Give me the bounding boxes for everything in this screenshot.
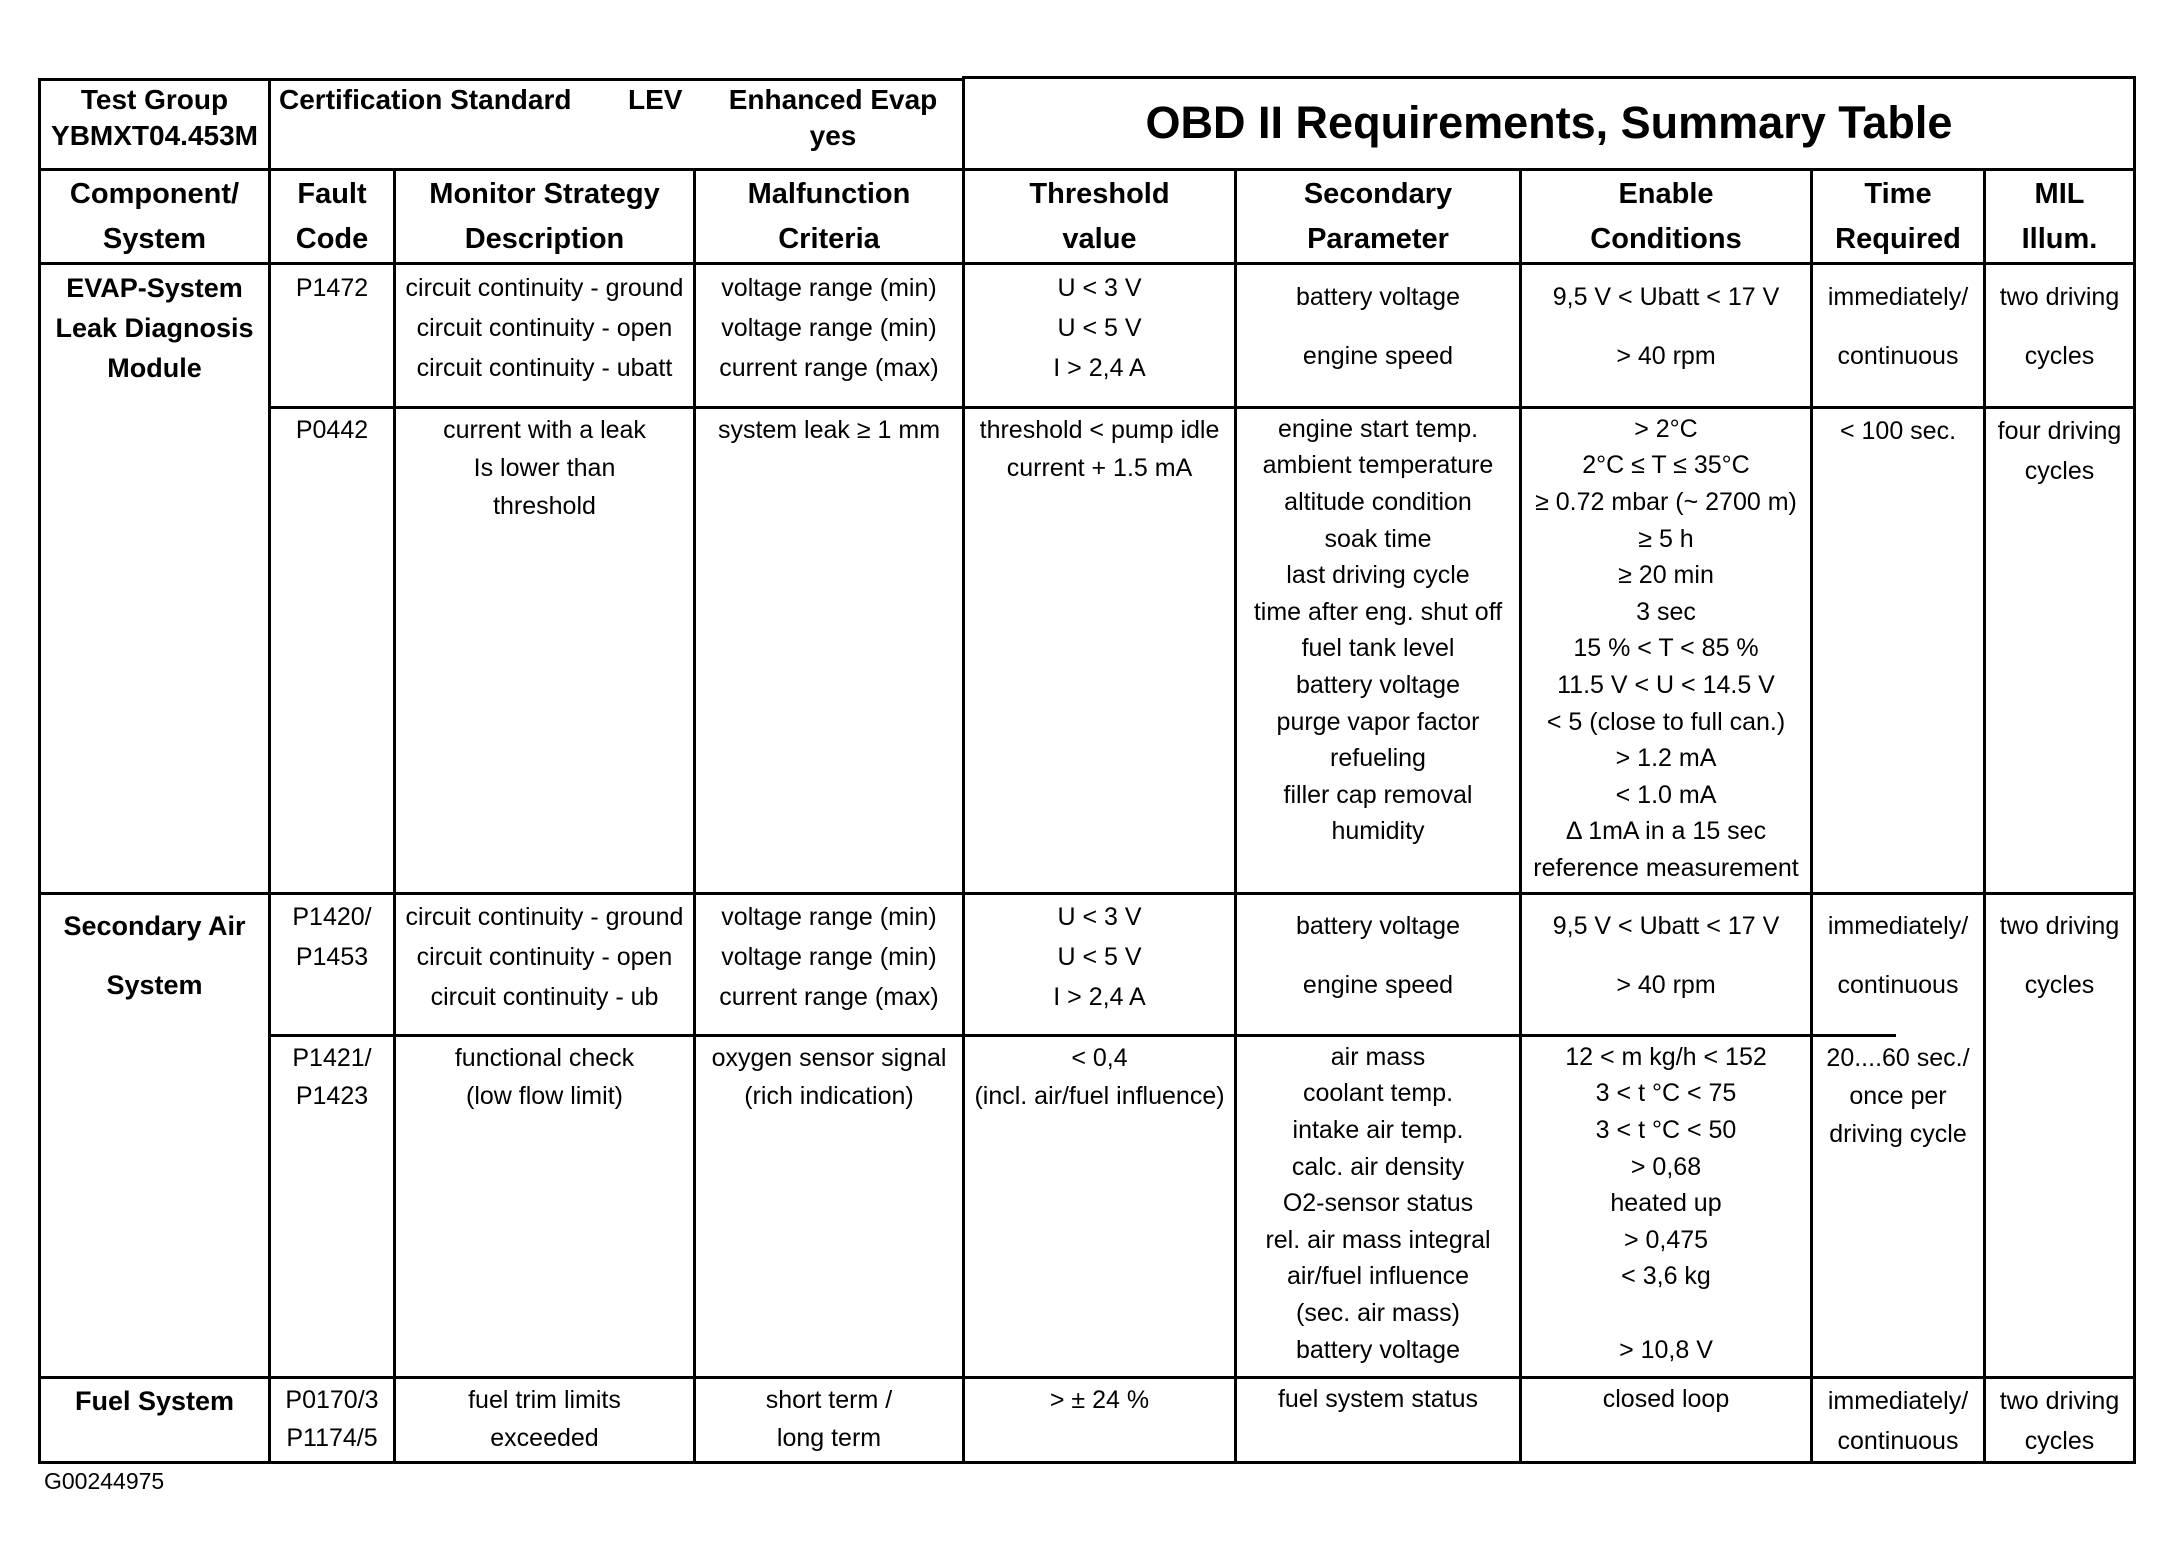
- column-header-text: Component/: [69, 178, 240, 210]
- cell-line: O2-sensor status: [1282, 1189, 1474, 1218]
- column-header-threshold: [965, 172, 1234, 262]
- cell-time: [1813, 1381, 1983, 1461]
- cell-line: P1423: [295, 1081, 369, 1110]
- cell-line: voltage range (min): [721, 902, 937, 931]
- cell-fault: [271, 1381, 393, 1457]
- cell-line: purge vapor factor: [1276, 707, 1480, 736]
- cell-secondary: [1237, 1381, 1519, 1418]
- cell-line: 11.5 V < U < 14.5 V: [1557, 670, 1775, 699]
- cert-standard-label: Certification Standard: [279, 84, 572, 115]
- cell-enable: [1522, 268, 1810, 386]
- column-header-enable: [1522, 172, 1810, 262]
- cell-line: reference measurement: [1533, 853, 1799, 882]
- cell-line: (rich indication): [744, 1081, 914, 1110]
- cell-mil: [1986, 411, 2133, 491]
- column-header-secondary: [1237, 172, 1519, 262]
- cell-line: current + 1.5 mA: [1006, 453, 1193, 482]
- cell-threshold: [965, 411, 1234, 487]
- cell-line: heated up: [1610, 1189, 1722, 1218]
- cell-line: ≥ 20 min: [1618, 561, 1714, 590]
- cell-threshold: [965, 268, 1234, 388]
- cell-line: voltage range (min): [721, 313, 937, 342]
- cell-line: U < 5 V: [1057, 313, 1142, 342]
- column-header-time: [1813, 172, 1983, 262]
- cell-fault: [271, 411, 393, 449]
- cell-line: Is lower than: [473, 453, 616, 482]
- cell-line: Secondary Air: [63, 911, 246, 941]
- cell-line: immediately/: [1827, 283, 1969, 311]
- cell-line: P1174/5: [286, 1423, 378, 1452]
- obd-summary-table: [38, 76, 2136, 1494]
- cell-line: circuit continuity - open: [416, 313, 673, 342]
- cell-line: battery voltage: [1296, 1335, 1460, 1364]
- cell-line: threshold: [493, 491, 596, 520]
- cell-time: [1813, 411, 1983, 451]
- cell-line: fuel system status: [1277, 1384, 1479, 1413]
- cell-criteria: [696, 897, 962, 1017]
- cell-line: closed loop: [1602, 1384, 1730, 1413]
- cell-line: filler cap removal: [1283, 780, 1473, 809]
- cell-line: < 100 sec.: [1839, 416, 1957, 445]
- cell-line: 9,5 V < Ubatt < 17 V: [1552, 912, 1780, 940]
- cell-line: voltage range (min): [721, 273, 937, 302]
- cell-mil: [1986, 268, 2133, 386]
- cell-line: oxygen sensor signal: [711, 1043, 947, 1072]
- cell-line: 3 < t °C < 50: [1595, 1115, 1737, 1144]
- column-header-fault: [271, 172, 393, 262]
- cell-line: continuous: [1837, 971, 1959, 999]
- cell-line: refueling: [1330, 744, 1426, 773]
- cell-component: [41, 268, 268, 388]
- cell-line: current range (max): [719, 982, 939, 1011]
- test-group-label: Test Group: [80, 84, 229, 115]
- enhanced-evap-label: Enhanced Evap: [728, 84, 938, 115]
- cell-secondary: [1237, 897, 1519, 1015]
- cell-line: > 0,475: [1623, 1225, 1709, 1254]
- cell-line: air mass: [1330, 1042, 1426, 1071]
- test-group: [41, 82, 268, 154]
- cell-line: P1421/: [292, 1043, 372, 1072]
- cell-fault: [271, 1039, 393, 1115]
- cell-line: Δ 1mA in a 15 sec: [1565, 817, 1767, 846]
- cell-line: cycles: [2024, 456, 2095, 485]
- cell-threshold: [965, 1039, 1234, 1115]
- cell-time: [1813, 897, 1983, 1015]
- cell-line: P0170/3: [285, 1385, 379, 1414]
- header-divider: [38, 168, 2136, 171]
- cell-enable: [1522, 411, 1810, 887]
- cell-line: < 5 (close to full can.): [1546, 707, 1786, 736]
- cell-line: humidity: [1331, 817, 1425, 846]
- cell-line: ≥ 0.72 mbar (~ 2700 m): [1535, 487, 1797, 516]
- cell-line: 12 < m kg/h < 152: [1565, 1042, 1767, 1071]
- table-border-bottom: [38, 1461, 2136, 1464]
- cell-threshold: [965, 1381, 1234, 1419]
- row-divider-2: [38, 892, 2136, 895]
- cell-line: battery voltage: [1296, 670, 1460, 699]
- cell-line: > 40 rpm: [1616, 971, 1716, 999]
- cell-line: < 1.0 mA: [1615, 780, 1717, 809]
- cell-line: ambient temperature: [1262, 451, 1494, 480]
- cell-line: 9,5 V < Ubatt < 17 V: [1552, 283, 1780, 311]
- column-header-text: Secondary: [1303, 178, 1453, 210]
- cell-line: last driving cycle: [1286, 561, 1470, 590]
- cell-line: cycles: [2024, 971, 2095, 999]
- cell-criteria: [696, 268, 962, 388]
- enhanced-evap: [722, 82, 944, 154]
- cell-line: immediately/: [1827, 912, 1969, 940]
- column-header-text: Parameter: [1307, 223, 1449, 255]
- cell-line: air/fuel influence: [1286, 1262, 1470, 1291]
- cell-line: cycles: [2024, 1426, 2095, 1455]
- cell-line: U < 5 V: [1057, 942, 1142, 971]
- cell-line: > 2°C: [1634, 414, 1698, 443]
- cell-line: P1472: [295, 273, 369, 302]
- cell-line: 3 < t °C < 75: [1595, 1079, 1737, 1108]
- cell-line: Fuel System: [74, 1385, 235, 1416]
- page-title: OBD II Requirements, Summary Table: [1145, 97, 1953, 148]
- cell-line: I > 2,4 A: [1053, 353, 1146, 382]
- cell-fault: [271, 897, 393, 977]
- cell-line: time after eng. shut off: [1253, 597, 1503, 626]
- cell-strategy: [396, 1039, 693, 1115]
- cell-line: U < 3 V: [1057, 902, 1142, 931]
- cell-component: [41, 1381, 268, 1421]
- column-header-divider: [38, 262, 2136, 265]
- cell-time: [1813, 1039, 1983, 1153]
- cell-line: cycles: [2024, 342, 2095, 370]
- cell-line: long term: [776, 1423, 882, 1452]
- cell-line: engine speed: [1302, 971, 1454, 999]
- figure-code: G00244975: [44, 1468, 165, 1494]
- column-header-strategy: [396, 172, 693, 262]
- cell-line: calc. air density: [1291, 1152, 1465, 1181]
- cell-strategy: [396, 268, 693, 388]
- cell-line: 3 sec: [1636, 597, 1696, 626]
- cell-line: System: [106, 970, 203, 1000]
- column-header-text: Illum.: [2021, 223, 2098, 255]
- cell-strategy: [396, 897, 693, 1017]
- column-header-text: Criteria: [778, 223, 880, 255]
- column-header-text: Threshold: [1029, 178, 1170, 210]
- cell-line: > 40 rpm: [1616, 342, 1716, 370]
- column-header-text: Fault: [297, 178, 367, 210]
- cell-line: intake air temp.: [1292, 1115, 1464, 1144]
- cell-line: continuous: [1837, 342, 1959, 370]
- column-header-text: Description: [464, 223, 625, 255]
- cell-component: [41, 897, 268, 1015]
- column-header-text: System: [102, 223, 207, 255]
- cell-enable: [1522, 1381, 1810, 1418]
- column-header-text: Conditions: [1590, 223, 1742, 255]
- cell-line: > 1.2 mA: [1615, 744, 1717, 773]
- row-divider-3: [268, 1034, 1896, 1037]
- cell-mil: [1986, 1381, 2133, 1461]
- cell-strategy: [396, 1381, 693, 1457]
- cell-strategy: [396, 411, 693, 525]
- row-divider-1: [268, 406, 2136, 409]
- cell-line: exceeded: [490, 1423, 599, 1452]
- cell-line: P1453: [295, 942, 369, 971]
- cell-line: 2°C ≤ T ≤ 35°C: [1582, 451, 1750, 480]
- cell-secondary: [1237, 1039, 1519, 1368]
- cell-line: ≥ 5 h: [1638, 524, 1694, 553]
- cell-line: < 0,4: [1071, 1043, 1128, 1072]
- column-header-text: Enable: [1618, 178, 1714, 210]
- column-header-criteria: [696, 172, 962, 262]
- cell-line: P1420/: [292, 902, 372, 931]
- cell-line: circuit continuity - open: [416, 942, 673, 971]
- cert-standard-value: LEV: [628, 84, 683, 115]
- cell-mil: [1986, 897, 2133, 1015]
- column-header-text: MIL: [2034, 178, 2085, 210]
- cell-line: > 0,68: [1630, 1152, 1702, 1181]
- cell-line: > ± 24 %: [1049, 1385, 1150, 1414]
- row-divider-4: [38, 1376, 2136, 1379]
- cell-line: battery voltage: [1296, 912, 1460, 940]
- cell-line: continuous: [1837, 1426, 1959, 1455]
- cell-line: 15 % < T < 85 %: [1573, 634, 1759, 663]
- table-border-top-left: [38, 78, 962, 81]
- cell-line: soak time: [1324, 524, 1432, 553]
- cell-line: four driving: [1997, 416, 2122, 445]
- cell-line: circuit continuity - ground: [405, 273, 684, 302]
- cell-line: threshold < pump idle: [979, 415, 1220, 444]
- cell-secondary: [1237, 268, 1519, 386]
- cell-line: circuit continuity - ground: [405, 902, 684, 931]
- cell-line: engine speed: [1302, 342, 1454, 370]
- cell-line: Module: [107, 352, 202, 383]
- cell-criteria: [696, 411, 962, 449]
- enhanced-evap-value: yes: [809, 120, 857, 151]
- cell-line: (incl. air/fuel influence): [974, 1081, 1225, 1110]
- cell-line: altitude condition: [1284, 487, 1472, 516]
- cell-line: two driving: [1999, 1386, 2120, 1415]
- cell-line: > 10,8 V: [1619, 1335, 1713, 1364]
- cell-threshold: [965, 897, 1234, 1017]
- cell-line: immediately/: [1827, 1386, 1969, 1415]
- cell-line: functional check: [454, 1043, 635, 1072]
- test-group-value: YBMXT04.453M: [51, 120, 258, 151]
- cell-time: [1813, 268, 1983, 386]
- cell-line: (low flow limit): [466, 1081, 623, 1110]
- cell-line: < 3,6 kg: [1621, 1262, 1711, 1291]
- cell-line: Leak Diagnosis: [55, 312, 254, 343]
- cell-line: battery voltage: [1296, 283, 1460, 311]
- cell-criteria: [696, 1039, 962, 1115]
- cell-line: two driving: [1999, 912, 2120, 940]
- cell-line: system leak ≥ 1 mm: [717, 415, 941, 444]
- cell-line: 20....60 sec./: [1826, 1043, 1970, 1072]
- cell-line: current range (max): [719, 353, 939, 382]
- cell-line: fuel trim limits: [468, 1385, 621, 1414]
- cell-line: circuit continuity - ubatt: [416, 353, 673, 382]
- column-header-text: Required: [1835, 223, 1961, 255]
- cell-line: I > 2,4 A: [1053, 982, 1146, 1011]
- cell-line: P0442: [295, 415, 369, 444]
- cell-criteria: [696, 1381, 962, 1457]
- cell-line: current with a leak: [443, 415, 646, 444]
- cell-line: rel. air mass integral: [1265, 1225, 1491, 1254]
- cell-enable: [1522, 1039, 1810, 1368]
- column-header-text: Monitor Strategy: [429, 178, 660, 210]
- column-header-text: value: [1062, 223, 1137, 255]
- cell-fault: [271, 268, 393, 308]
- cell-line: fuel tank level: [1301, 634, 1455, 663]
- column-header-text: Malfunction: [747, 178, 911, 210]
- cell-line: engine start temp.: [1277, 414, 1479, 443]
- cell-secondary: [1237, 411, 1519, 850]
- cell-line: driving cycle: [1829, 1119, 1967, 1148]
- column-header-text: Code: [295, 223, 369, 255]
- cell-line: once per: [1849, 1081, 1947, 1110]
- table-border-right: [2133, 76, 2136, 1464]
- cell-line: coolant temp.: [1302, 1079, 1454, 1108]
- cell-line: voltage range (min): [721, 942, 937, 971]
- cell-line: EVAP-System: [66, 272, 243, 303]
- column-header-text: Time: [1864, 178, 1932, 210]
- cell-line: (sec. air mass): [1296, 1298, 1460, 1327]
- cell-enable: [1522, 897, 1810, 1015]
- column-header-component: [41, 172, 268, 262]
- cell-line: U < 3 V: [1057, 273, 1142, 302]
- cell-line: short term /: [765, 1385, 893, 1414]
- cell-line: circuit continuity - ub: [430, 982, 659, 1011]
- column-header-mil: [1986, 172, 2133, 262]
- cell-line: two driving: [1999, 283, 2120, 311]
